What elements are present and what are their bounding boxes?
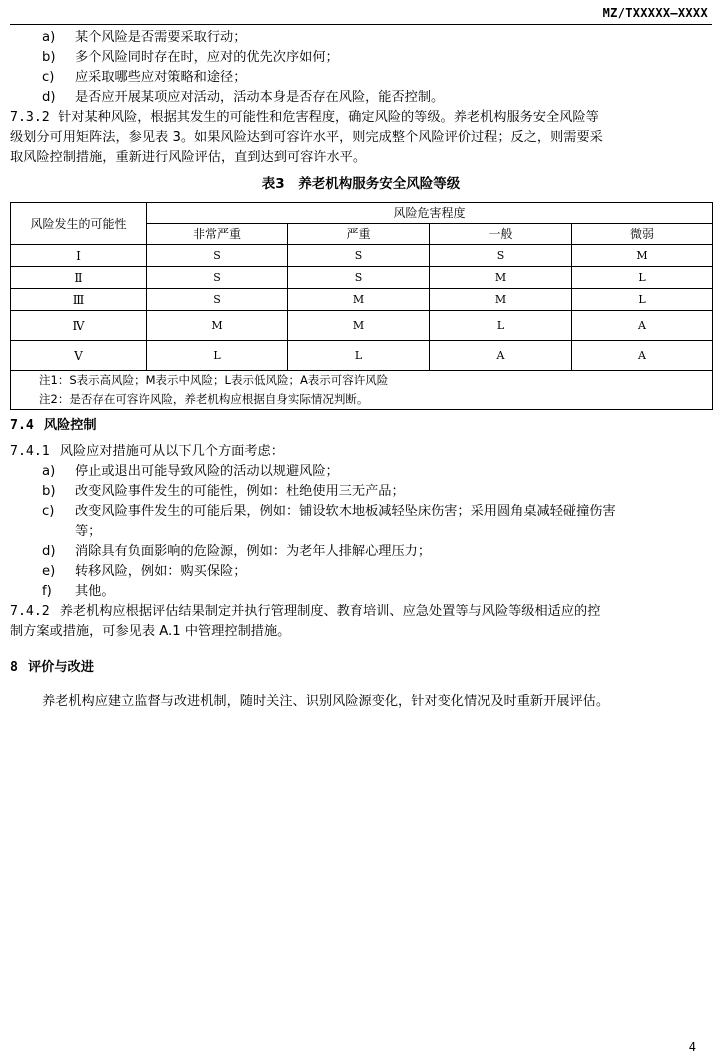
list-item <box>10 68 712 88</box>
section-title: 评价与改进 <box>27 660 94 675</box>
risk-cell: S <box>288 245 430 267</box>
clause-text: 针对某种风险，根据其发生的可能性和危害程度，确定风险的等级。养老机构服务安全风险等 <box>58 110 599 125</box>
risk-cell: M <box>572 245 713 267</box>
clause-number: 7.4.2 <box>10 604 50 619</box>
list-text: 多个风险同时存在时，应对的优先次序如何； <box>75 50 339 65</box>
list-label: c) <box>42 504 55 519</box>
clause-text: 制方案或措施，可参见表 A.1 中管理控制措施。 <box>10 624 291 639</box>
risk-cell: M <box>147 311 288 341</box>
risk-cell: M <box>430 267 572 289</box>
clause-7-3-2 <box>10 108 712 168</box>
page-number: 4 <box>688 1040 696 1054</box>
likelihood-level: Ⅱ <box>11 267 147 289</box>
risk-cell: A <box>572 341 713 371</box>
clause-7-4-2 <box>10 602 712 642</box>
column-header: 严重 <box>288 224 430 245</box>
risk-cell: L <box>147 341 288 371</box>
section-title: 风险控制 <box>43 418 97 433</box>
table-note: 注1：S表示高风险；M表示中风险；L表示低风险；A表示可容许风险 <box>39 373 389 387</box>
risk-cell: L <box>572 289 713 311</box>
section-heading-8 <box>10 658 712 678</box>
likelihood-level: Ⅰ <box>11 245 147 267</box>
likelihood-level: Ⅲ <box>11 289 147 311</box>
risk-cell: S <box>288 267 430 289</box>
list-item <box>10 28 712 48</box>
clause-number: 7.3.2 <box>10 110 50 125</box>
list-label: a) <box>42 464 56 479</box>
risk-cell: A <box>430 341 572 371</box>
risk-cell: M <box>288 289 430 311</box>
table-row <box>11 267 713 289</box>
clause-text: 取风险控制措施，重新进行风险评估，直到达到可容许水平。 <box>10 150 367 165</box>
clause-text: 级划分可用矩阵法，参见表 3。如果风险达到可容许水平，则完成整个风险评价过程；反之，则需要采 <box>10 130 603 145</box>
section-heading-7-4 <box>10 416 712 436</box>
column-header: 微弱 <box>572 224 713 245</box>
list-text: 应采取哪些应对策略和途径； <box>75 70 247 85</box>
risk-cell: M <box>430 289 572 311</box>
risk-cell: A <box>572 311 713 341</box>
risk-level-table <box>10 202 713 410</box>
list-text-continued: 等； <box>75 524 102 539</box>
list-item <box>10 582 712 602</box>
section-number: 8 <box>10 660 18 675</box>
list-text: 是否应开展某项应对活动，活动本身是否存在风险，能否控制。 <box>75 90 445 105</box>
risk-cell: S <box>147 267 288 289</box>
list-item <box>10 562 712 582</box>
list-label: d) <box>42 90 56 105</box>
risk-cell: M <box>288 311 430 341</box>
list-label: a) <box>42 30 56 45</box>
table-note: 注2：是否存在可容许风险，养老机构应根据自身实际情况判断。 <box>39 392 369 406</box>
list-text: 停止或退出可能导致风险的活动以规避风险； <box>75 464 339 479</box>
risk-cell: S <box>430 245 572 267</box>
risk-cell: L <box>288 341 430 371</box>
list-text: 其他。 <box>75 584 115 599</box>
table-caption: 表3 养老机构服务安全风险等级 <box>261 176 461 192</box>
column-header: 一般 <box>430 224 572 245</box>
list-item <box>10 48 712 68</box>
list-label: e) <box>42 564 56 579</box>
list-label: c) <box>42 70 55 85</box>
header-rule <box>10 24 712 25</box>
clause-number: 7.4.1 <box>10 444 50 459</box>
list-text: 转移风险，例如：购买保险； <box>75 564 247 579</box>
list-label: b) <box>42 50 56 65</box>
table-row <box>11 311 713 341</box>
clause-text: 风险应对措施可从以下几个方面考虑： <box>59 444 284 459</box>
list-label: b) <box>42 484 56 499</box>
list-text: 改变风险事件发生的可能后果，例如：铺设软木地板减轻坠床伤害；采用圆角桌减轻碰撞伤害 <box>75 504 616 519</box>
page-content <box>10 28 712 712</box>
list-text: 改变风险事件发生的可能性，例如：杜绝使用三无产品； <box>75 484 405 499</box>
group-header-cell: 风险危害程度 <box>147 203 713 224</box>
list-text: 某个风险是否需要采取行动； <box>75 30 247 45</box>
document-code: MZ/TXXXXX—XXXX <box>602 6 708 20</box>
table-row <box>11 245 713 267</box>
clause-text: 养老机构应根据评估结果制定并执行管理制度、教育培训、应急处置等与风险等级相适应的控 <box>59 604 601 619</box>
risk-cell: L <box>572 267 713 289</box>
section-number: 7.4 <box>10 418 34 433</box>
list-item <box>10 88 712 108</box>
likelihood-level: Ⅴ <box>11 341 147 371</box>
likelihood-level: Ⅳ <box>11 311 147 341</box>
risk-cell: S <box>147 289 288 311</box>
table-notes <box>11 371 713 410</box>
list-item <box>10 502 712 542</box>
list-text: 消除具有负面影响的危险源，例如：为老年人排解心理压力； <box>75 544 432 559</box>
list-item <box>10 542 712 562</box>
table-row <box>11 341 713 371</box>
list-label: f) <box>42 584 52 599</box>
row-header-cell: 风险发生的可能性 <box>11 203 147 245</box>
list-label: d) <box>42 544 56 559</box>
section-8-body: 养老机构应建立监督与改进机制，随时关注、识别风险源变化，针对变化情况及时重新开展评估。 <box>42 694 610 709</box>
list-item <box>10 462 712 482</box>
clause-7-4-1 <box>10 442 712 462</box>
risk-cell: L <box>430 311 572 341</box>
table-row <box>11 289 713 311</box>
list-item <box>10 482 712 502</box>
column-header: 非常严重 <box>147 224 288 245</box>
risk-cell: S <box>147 245 288 267</box>
